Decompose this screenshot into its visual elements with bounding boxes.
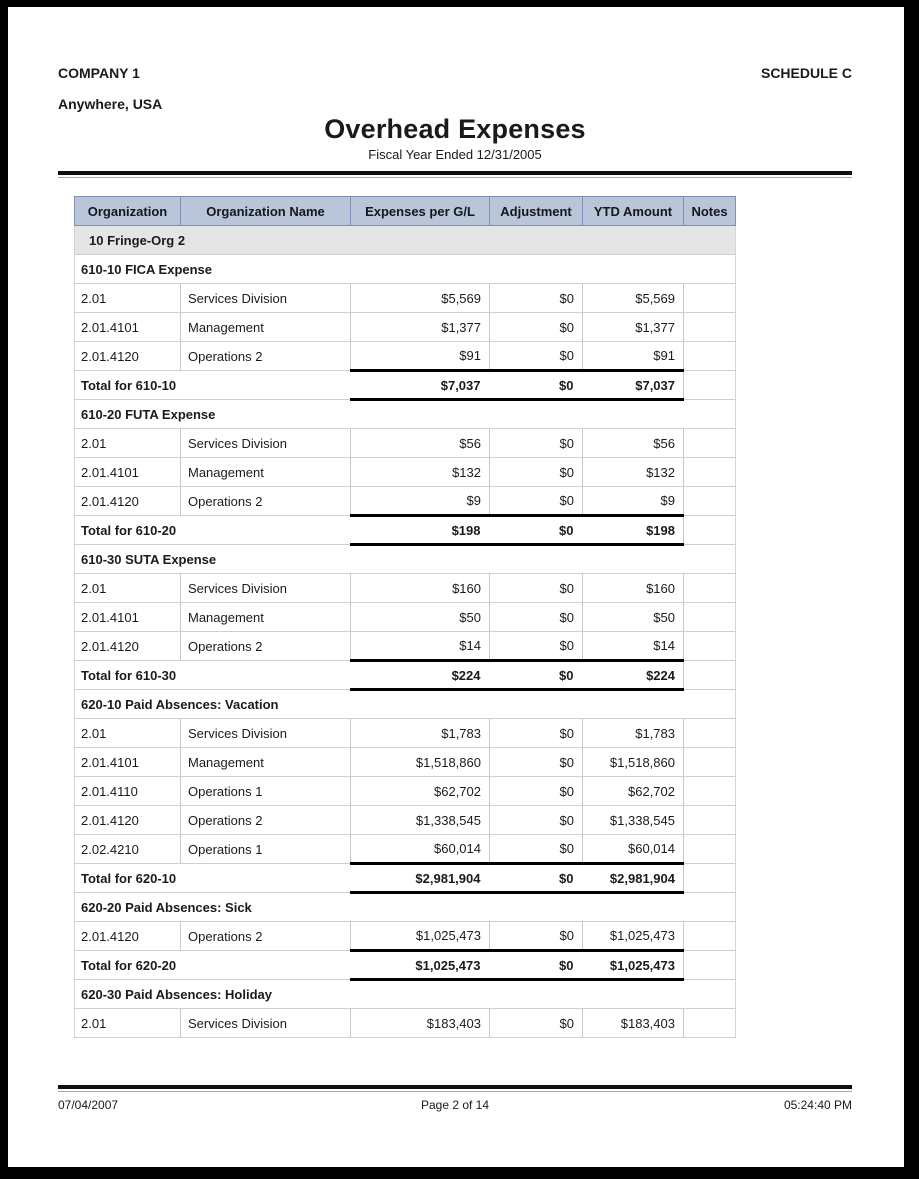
section-header-label: 620-30 Paid Absences: Holiday bbox=[75, 980, 736, 1009]
col-ytd-amount: YTD Amount bbox=[583, 197, 684, 226]
cell-notes bbox=[684, 603, 736, 632]
cell-org: 2.01 bbox=[75, 574, 181, 603]
total-expenses: $2,981,904 bbox=[351, 864, 490, 893]
cell-expenses: $50 bbox=[351, 603, 490, 632]
cell-adjustment: $0 bbox=[490, 487, 583, 516]
cell-org: 2.01 bbox=[75, 1009, 181, 1038]
cell-adjustment: $0 bbox=[490, 748, 583, 777]
section-header-label: 620-10 Paid Absences: Vacation bbox=[75, 690, 736, 719]
report-title: Overhead Expenses bbox=[324, 114, 586, 144]
cell-expenses: $9 bbox=[351, 487, 490, 516]
section-header-row bbox=[75, 690, 736, 719]
cell-expenses: $60,014 bbox=[351, 835, 490, 864]
total-label: Total for 610-10 bbox=[75, 371, 351, 400]
footer-time: 05:24:40 PM bbox=[783, 1098, 852, 1112]
header-rule bbox=[58, 171, 852, 175]
cell-ytd: $56 bbox=[583, 429, 684, 458]
cell-name: Services Division bbox=[181, 574, 351, 603]
cell-name: Services Division bbox=[181, 284, 351, 313]
cell-name: Services Division bbox=[181, 1009, 351, 1038]
cell-notes bbox=[684, 748, 736, 777]
cell-expenses: $91 bbox=[351, 342, 490, 371]
cell-expenses: $1,025,473 bbox=[351, 922, 490, 951]
report-subtitle: Fiscal Year Ended 12/31/2005 bbox=[368, 147, 542, 162]
cell-expenses: $183,403 bbox=[351, 1009, 490, 1038]
cell-adjustment: $0 bbox=[490, 313, 583, 342]
total-notes bbox=[684, 661, 736, 690]
table-row bbox=[75, 748, 736, 777]
total-expenses: $7,037 bbox=[351, 371, 490, 400]
cell-name: Management bbox=[181, 458, 351, 487]
footer-rule bbox=[58, 1085, 852, 1089]
cell-notes bbox=[684, 922, 736, 951]
section-header-row bbox=[75, 400, 736, 429]
cell-notes bbox=[684, 1009, 736, 1038]
section-header-label: 620-20 Paid Absences: Sick bbox=[75, 893, 736, 922]
cell-ytd: $1,338,545 bbox=[583, 806, 684, 835]
cell-adjustment: $0 bbox=[490, 429, 583, 458]
schedule-label: SCHEDULE C bbox=[760, 65, 852, 81]
col-organization-name: Organization Name bbox=[181, 197, 351, 226]
cell-name: Operations 1 bbox=[181, 835, 351, 864]
cell-notes bbox=[684, 777, 736, 806]
cell-ytd: $160 bbox=[583, 574, 684, 603]
cell-ytd: $1,377 bbox=[583, 313, 684, 342]
total-expenses: $1,025,473 bbox=[351, 951, 490, 980]
table-row bbox=[75, 1009, 736, 1038]
footer-page-number: Page 2 of 14 bbox=[420, 1098, 490, 1112]
cell-ytd: $132 bbox=[583, 458, 684, 487]
cell-adjustment: $0 bbox=[490, 835, 583, 864]
total-notes bbox=[684, 516, 736, 545]
cell-notes bbox=[684, 458, 736, 487]
cell-notes bbox=[684, 806, 736, 835]
cell-org: 2.01.4120 bbox=[75, 806, 181, 835]
total-expenses: $224 bbox=[351, 661, 490, 690]
cell-org: 2.01.4120 bbox=[75, 342, 181, 371]
cell-org: 2.01.4101 bbox=[75, 313, 181, 342]
cell-notes bbox=[684, 284, 736, 313]
cell-ytd: $5,569 bbox=[583, 284, 684, 313]
company-location: Anywhere, USA bbox=[58, 96, 163, 112]
cell-adjustment: $0 bbox=[490, 458, 583, 487]
section-header-row bbox=[75, 545, 736, 574]
table-row bbox=[75, 922, 736, 951]
cell-name: Services Division bbox=[181, 429, 351, 458]
col-adjustment: Adjustment bbox=[490, 197, 583, 226]
cell-org: 2.01 bbox=[75, 719, 181, 748]
total-row bbox=[75, 516, 736, 545]
cell-expenses: $56 bbox=[351, 429, 490, 458]
cell-name: Operations 2 bbox=[181, 922, 351, 951]
section-header-row bbox=[75, 893, 736, 922]
total-notes bbox=[684, 951, 736, 980]
cell-notes bbox=[684, 632, 736, 661]
cell-adjustment: $0 bbox=[490, 1009, 583, 1038]
table-row bbox=[75, 632, 736, 661]
total-row bbox=[75, 371, 736, 400]
table-row bbox=[75, 835, 736, 864]
report-footer bbox=[58, 1085, 852, 1112]
cell-ytd: $50 bbox=[583, 603, 684, 632]
total-label: Total for 620-10 bbox=[75, 864, 351, 893]
total-row bbox=[75, 951, 736, 980]
cell-adjustment: $0 bbox=[490, 777, 583, 806]
total-adjustment: $0 bbox=[490, 516, 583, 545]
cell-notes bbox=[684, 342, 736, 371]
cell-adjustment: $0 bbox=[490, 284, 583, 313]
cell-notes bbox=[684, 719, 736, 748]
cell-ytd: $183,403 bbox=[583, 1009, 684, 1038]
section-header-label: 610-20 FUTA Expense bbox=[75, 400, 736, 429]
total-ytd: $198 bbox=[583, 516, 684, 545]
table-row bbox=[75, 342, 736, 371]
table-row bbox=[75, 574, 736, 603]
total-ytd: $7,037 bbox=[583, 371, 684, 400]
section-header-row bbox=[75, 255, 736, 284]
org-group-row bbox=[75, 226, 736, 255]
table-row bbox=[75, 284, 736, 313]
table-row bbox=[75, 458, 736, 487]
cell-notes bbox=[684, 429, 736, 458]
cell-ytd: $91 bbox=[583, 342, 684, 371]
report-header bbox=[8, 7, 904, 162]
table-header-row bbox=[75, 197, 736, 226]
cell-name: Operations 1 bbox=[181, 777, 351, 806]
cell-expenses: $1,377 bbox=[351, 313, 490, 342]
total-label: Total for 620-20 bbox=[75, 951, 351, 980]
total-row bbox=[75, 661, 736, 690]
cell-name: Operations 2 bbox=[181, 342, 351, 371]
total-row bbox=[75, 864, 736, 893]
section-header-label: 610-10 FICA Expense bbox=[75, 255, 736, 284]
cell-org: 2.01.4120 bbox=[75, 922, 181, 951]
cell-adjustment: $0 bbox=[490, 922, 583, 951]
total-adjustment: $0 bbox=[490, 864, 583, 893]
total-ytd: $1,025,473 bbox=[583, 951, 684, 980]
cell-expenses: $132 bbox=[351, 458, 490, 487]
table-row bbox=[75, 777, 736, 806]
total-expenses: $198 bbox=[351, 516, 490, 545]
cell-expenses: $62,702 bbox=[351, 777, 490, 806]
cell-ytd: $1,025,473 bbox=[583, 922, 684, 951]
table-row bbox=[75, 313, 736, 342]
cell-name: Operations 2 bbox=[181, 632, 351, 661]
cell-name: Management bbox=[181, 313, 351, 342]
cell-ytd: $1,518,860 bbox=[583, 748, 684, 777]
cell-ytd: $14 bbox=[583, 632, 684, 661]
cell-name: Management bbox=[181, 748, 351, 777]
cell-org: 2.01.4110 bbox=[75, 777, 181, 806]
total-adjustment: $0 bbox=[490, 951, 583, 980]
cell-notes bbox=[684, 487, 736, 516]
total-ytd: $224 bbox=[583, 661, 684, 690]
cell-org: 2.01 bbox=[75, 429, 181, 458]
cell-ytd: $1,783 bbox=[583, 719, 684, 748]
col-expenses-per-gl: Expenses per G/L bbox=[351, 197, 490, 226]
cell-expenses: $5,569 bbox=[351, 284, 490, 313]
cell-adjustment: $0 bbox=[490, 574, 583, 603]
cell-name: Operations 2 bbox=[181, 487, 351, 516]
table-row bbox=[75, 719, 736, 748]
cell-org: 2.01.4101 bbox=[75, 603, 181, 632]
cell-expenses: $14 bbox=[351, 632, 490, 661]
total-adjustment: $0 bbox=[490, 371, 583, 400]
total-notes bbox=[684, 371, 736, 400]
cell-ytd: $62,702 bbox=[583, 777, 684, 806]
cell-adjustment: $0 bbox=[490, 719, 583, 748]
cell-adjustment: $0 bbox=[490, 342, 583, 371]
total-label: Total for 610-20 bbox=[75, 516, 351, 545]
report-page bbox=[8, 7, 904, 1167]
cell-notes bbox=[684, 574, 736, 603]
table-row bbox=[75, 429, 736, 458]
cell-org: 2.01.4120 bbox=[75, 487, 181, 516]
cell-expenses: $1,783 bbox=[351, 719, 490, 748]
report-table-body bbox=[75, 226, 736, 1038]
cell-org: 2.02.4210 bbox=[75, 835, 181, 864]
section-header-label: 610-30 SUTA Expense bbox=[75, 545, 736, 574]
cell-adjustment: $0 bbox=[490, 806, 583, 835]
cell-expenses: $160 bbox=[351, 574, 490, 603]
col-organization: Organization bbox=[75, 197, 181, 226]
cell-expenses: $1,338,545 bbox=[351, 806, 490, 835]
cell-ytd: $9 bbox=[583, 487, 684, 516]
table-row bbox=[75, 603, 736, 632]
cell-expenses: $1,518,860 bbox=[351, 748, 490, 777]
table-row bbox=[75, 487, 736, 516]
org-group-label: 10 Fringe-Org 2 bbox=[75, 226, 736, 255]
cell-org: 2.01 bbox=[75, 284, 181, 313]
cell-ytd: $60,014 bbox=[583, 835, 684, 864]
cell-org: 2.01.4120 bbox=[75, 632, 181, 661]
cell-adjustment: $0 bbox=[490, 603, 583, 632]
total-notes bbox=[684, 864, 736, 893]
total-label: Total for 610-30 bbox=[75, 661, 351, 690]
footer-date: 07/04/2007 bbox=[58, 1098, 119, 1112]
cell-org: 2.01.4101 bbox=[75, 458, 181, 487]
section-header-row bbox=[75, 980, 736, 1009]
expenses-table bbox=[74, 196, 736, 1038]
cell-notes bbox=[684, 313, 736, 342]
cell-name: Services Division bbox=[181, 719, 351, 748]
cell-name: Management bbox=[181, 603, 351, 632]
total-ytd: $2,981,904 bbox=[583, 864, 684, 893]
company-name: COMPANY 1 bbox=[58, 65, 140, 81]
cell-name: Operations 2 bbox=[181, 806, 351, 835]
cell-adjustment: $0 bbox=[490, 632, 583, 661]
cell-org: 2.01.4101 bbox=[75, 748, 181, 777]
col-notes: Notes bbox=[684, 197, 736, 226]
total-adjustment: $0 bbox=[490, 661, 583, 690]
table-row bbox=[75, 806, 736, 835]
cell-notes bbox=[684, 835, 736, 864]
